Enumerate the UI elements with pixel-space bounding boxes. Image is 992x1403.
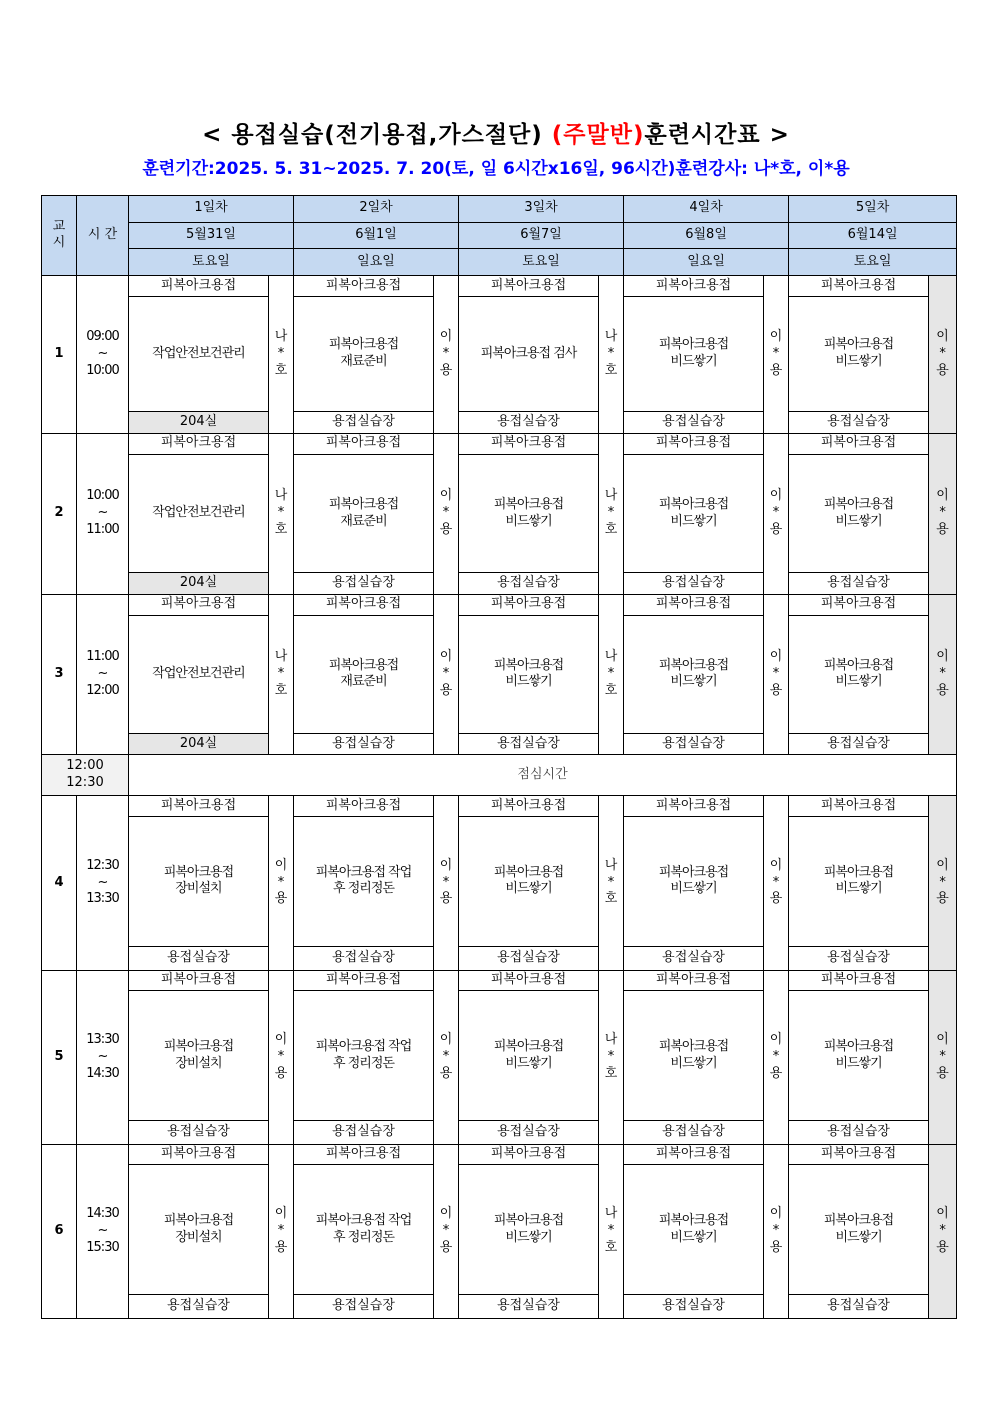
instructor-name: 이 * 용: [929, 433, 957, 594]
header-time: 시 간: [77, 196, 129, 276]
subject-category: 피복아크용접: [129, 594, 269, 616]
header-day: 5일차: [789, 196, 957, 223]
room-name: 용접실습장: [294, 946, 434, 970]
room-name: 204실: [129, 412, 269, 434]
subject-category: 피복아크용접: [294, 433, 434, 455]
instructor-name: 나 * 호: [269, 433, 294, 594]
instructor-name: 나 * 호: [599, 594, 624, 755]
subject-category: 피복아크용접: [624, 1144, 764, 1164]
subject-category: 피복아크용접: [624, 796, 764, 816]
room-name: 용접실습장: [129, 1295, 269, 1319]
instructor-name: 이 * 용: [764, 796, 789, 970]
subject-category: 피복아크용접: [789, 970, 929, 990]
period-time: 10:00 ~ 11:00: [77, 433, 129, 594]
lesson-content: 작업안전보건관리: [129, 616, 269, 734]
subject-category: 피복아크용접: [459, 970, 599, 990]
period-content-row: [42, 816, 957, 946]
lesson-content: 피복아크용접 작업 후 정리정돈: [294, 991, 434, 1121]
timetable: [41, 195, 957, 1319]
subject-category: 피복아크용접: [129, 433, 269, 455]
instructor-name: 나 * 호: [599, 433, 624, 594]
subject-category: 피복아크용접: [294, 275, 434, 297]
room-name: 용접실습장: [129, 946, 269, 970]
lesson-content: 작업안전보건관리: [129, 455, 269, 573]
header-weekday: 토요일: [789, 249, 957, 276]
subject-category: 피복아크용접: [129, 970, 269, 990]
room-name: 용접실습장: [624, 573, 764, 595]
room-name: 용접실습장: [624, 946, 764, 970]
period-room-row: [42, 733, 957, 755]
room-name: 용접실습장: [294, 573, 434, 595]
instructor-name: 이 * 용: [929, 275, 957, 433]
instructor-name: 이 * 용: [434, 1144, 459, 1318]
subject-category: 피복아크용접: [294, 796, 434, 816]
instructor-name: 이 * 용: [434, 594, 459, 755]
title-prefix: < 용접실습(전기용접,가스절단): [202, 122, 552, 148]
period-number: 1: [42, 275, 77, 433]
instructor-name: 이 * 용: [434, 433, 459, 594]
lesson-content: 피복아크용접 비드쌓기: [459, 455, 599, 573]
title-suffix: 훈련시간표 >: [644, 122, 790, 148]
room-name: 용접실습장: [789, 1121, 929, 1145]
lesson-content: 피복아크용접 비드쌓기: [624, 1165, 764, 1295]
page-title: [0, 116, 992, 149]
period-number: 2: [42, 433, 77, 594]
period-row: [42, 594, 957, 616]
lesson-content: 피복아크용접 작업 후 정리정돈: [294, 1165, 434, 1295]
lesson-content: 피복아크용접 비드쌓기: [624, 616, 764, 734]
period-content-row: [42, 991, 957, 1121]
header-day: 4일차: [624, 196, 789, 223]
period-number: 4: [42, 796, 77, 970]
header-day: 1일차: [129, 196, 294, 223]
room-name: 용접실습장: [789, 733, 929, 755]
lesson-content: 피복아크용접 비드쌓기: [789, 1165, 929, 1295]
period-content-row: [42, 297, 957, 412]
room-name: 용접실습장: [789, 946, 929, 970]
instructor-name: 이 * 용: [434, 796, 459, 970]
room-name: 용접실습장: [789, 412, 929, 434]
lesson-content: 피복아크용접 비드쌓기: [624, 991, 764, 1121]
period-row: [42, 275, 957, 297]
instructor-name: 나 * 호: [269, 275, 294, 433]
period-room-row: [42, 1295, 957, 1319]
lesson-content: 피복아크용접 비드쌓기: [789, 616, 929, 734]
instructor-name: 이 * 용: [269, 796, 294, 970]
instructor-name: 이 * 용: [434, 970, 459, 1144]
subject-category: 피복아크용접: [129, 275, 269, 297]
instructor-name: 나 * 호: [599, 275, 624, 433]
room-name: 용접실습장: [294, 733, 434, 755]
period-time: 11:00 ~ 12:00: [77, 594, 129, 755]
lesson-content: 피복아크용접 장비설치: [129, 991, 269, 1121]
subject-category: 피복아크용접: [129, 1144, 269, 1164]
subject-category: 피복아크용접: [459, 275, 599, 297]
room-name: 용접실습장: [294, 412, 434, 434]
subject-category: 피복아크용접: [624, 970, 764, 990]
header-period: 교 시: [42, 196, 77, 276]
instructor-name: 이 * 용: [764, 1144, 789, 1318]
period-number: 5: [42, 970, 77, 1144]
lesson-content: 피복아크용접 비드쌓기: [789, 455, 929, 573]
room-name: 용접실습장: [624, 412, 764, 434]
period-content-row: [42, 455, 957, 573]
instructor-name: 이 * 용: [929, 970, 957, 1144]
lesson-content: 피복아크용접 비드쌓기: [789, 816, 929, 946]
room-name: 204실: [129, 573, 269, 595]
instructor-name: 나 * 호: [599, 970, 624, 1144]
header-day: 2일차: [294, 196, 459, 223]
period-time: 14:30 ~ 15:30: [77, 1144, 129, 1318]
period-content-row: [42, 1165, 957, 1295]
period-time: 12:30 ~ 13:30: [77, 796, 129, 970]
subject-category: 피복아크용접: [294, 594, 434, 616]
subject-category: 피복아크용접: [459, 433, 599, 455]
period-content-row: [42, 616, 957, 734]
subject-category: 피복아크용접: [294, 970, 434, 990]
period-room-row: [42, 573, 957, 595]
header-weekday: 토요일: [129, 249, 294, 276]
subject-category: 피복아크용접: [294, 1144, 434, 1164]
room-name: 204실: [129, 733, 269, 755]
subject-category: 피복아크용접: [789, 275, 929, 297]
period-room-row: [42, 1121, 957, 1145]
header-row-day: [42, 196, 957, 223]
header-row-weekday: [42, 249, 957, 276]
header-date: 6월1일: [294, 222, 459, 249]
instructor-name: 이 * 용: [764, 433, 789, 594]
lesson-content: 피복아크용접 비드쌓기: [459, 816, 599, 946]
room-name: 용접실습장: [459, 733, 599, 755]
lesson-content: 피복아크용접 장비설치: [129, 816, 269, 946]
lesson-content: 피복아크용접 재료준비: [294, 455, 434, 573]
title-highlight: (주말반): [551, 122, 645, 148]
lesson-content: 피복아크용접 비드쌓기: [624, 297, 764, 412]
period-time: 09:00 ~ 10:00: [77, 275, 129, 433]
lesson-content: 피복아크용접 장비설치: [129, 1165, 269, 1295]
instructor-name: 이 * 용: [929, 594, 957, 755]
room-name: 용접실습장: [624, 733, 764, 755]
room-name: 용접실습장: [459, 1295, 599, 1319]
instructor-name: 이 * 용: [764, 594, 789, 755]
instructor-name: 이 * 용: [269, 1144, 294, 1318]
subject-category: 피복아크용접: [789, 594, 929, 616]
room-name: 용접실습장: [294, 1295, 434, 1319]
room-name: 용접실습장: [459, 573, 599, 595]
lunch-label: 점심시간: [129, 755, 957, 796]
subject-category: 피복아크용접: [459, 796, 599, 816]
lesson-content: 피복아크용접 비드쌓기: [624, 455, 764, 573]
instructor-name: 이 * 용: [764, 275, 789, 433]
period-number: 3: [42, 594, 77, 755]
instructor-name: 이 * 용: [929, 1144, 957, 1318]
period-room-row: [42, 412, 957, 434]
lunch-row: [42, 755, 957, 796]
header-row-date: [42, 222, 957, 249]
lesson-content: 피복아크용접 비드쌓기: [459, 616, 599, 734]
room-name: 용접실습장: [459, 1121, 599, 1145]
header-weekday: 일요일: [624, 249, 789, 276]
subject-category: 피복아크용접: [624, 594, 764, 616]
subject-category: 피복아크용접: [459, 1144, 599, 1164]
lesson-content: 피복아크용접 비드쌓기: [459, 1165, 599, 1295]
header-date: 5월31일: [129, 222, 294, 249]
period-row: [42, 1144, 957, 1164]
lesson-content: 피복아크용접 비드쌓기: [624, 816, 764, 946]
header-day: 3일차: [459, 196, 624, 223]
period-row: [42, 970, 957, 990]
lesson-content: 피복아크용접 재료준비: [294, 616, 434, 734]
training-period-subtitle: 훈련기간:2025. 5. 31~2025. 7. 20(토, 일 6시간x16일, 96시간)훈련강사: 나*호, 이*용: [142, 159, 850, 179]
room-name: 용접실습장: [294, 1121, 434, 1145]
room-name: 용접실습장: [789, 573, 929, 595]
room-name: 용접실습장: [459, 946, 599, 970]
period-row: [42, 433, 957, 455]
instructor-name: 이 * 용: [764, 970, 789, 1144]
lesson-content: 피복아크용접 비드쌓기: [789, 297, 929, 412]
room-name: 용접실습장: [624, 1295, 764, 1319]
instructor-name: 나 * 호: [269, 594, 294, 755]
period-row: [42, 796, 957, 816]
subject-category: 피복아크용접: [129, 796, 269, 816]
instructor-name: 나 * 호: [599, 796, 624, 970]
instructor-name: 이 * 용: [434, 275, 459, 433]
header-date: 6월8일: [624, 222, 789, 249]
lesson-content: 피복아크용접 검사: [459, 297, 599, 412]
header-date: 6월14일: [789, 222, 957, 249]
room-name: 용접실습장: [789, 1295, 929, 1319]
room-name: 용접실습장: [129, 1121, 269, 1145]
instructor-name: 나 * 호: [599, 1144, 624, 1318]
subject-category: 피복아크용접: [459, 594, 599, 616]
instructor-name: 이 * 용: [269, 970, 294, 1144]
header-date: 6월7일: [459, 222, 624, 249]
room-name: 용접실습장: [459, 412, 599, 434]
lesson-content: 피복아크용접 재료준비: [294, 297, 434, 412]
lesson-content: 피복아크용접 비드쌓기: [789, 991, 929, 1121]
subject-category: 피복아크용접: [789, 433, 929, 455]
lunch-time: 12:00 12:30: [42, 755, 129, 796]
subject-category: 피복아크용접: [624, 275, 764, 297]
room-name: 용접실습장: [624, 1121, 764, 1145]
subject-category: 피복아크용접: [789, 796, 929, 816]
instructor-name: 이 * 용: [929, 796, 957, 970]
period-number: 6: [42, 1144, 77, 1318]
lesson-content: 작업안전보건관리: [129, 297, 269, 412]
subject-category: 피복아크용접: [789, 1144, 929, 1164]
header-weekday: 토요일: [459, 249, 624, 276]
lesson-content: 피복아크용접 비드쌓기: [459, 991, 599, 1121]
period-room-row: [42, 946, 957, 970]
lesson-content: 피복아크용접 작업 후 정리정돈: [294, 816, 434, 946]
period-time: 13:30 ~ 14:30: [77, 970, 129, 1144]
header-weekday: 일요일: [294, 249, 459, 276]
subject-category: 피복아크용접: [624, 433, 764, 455]
